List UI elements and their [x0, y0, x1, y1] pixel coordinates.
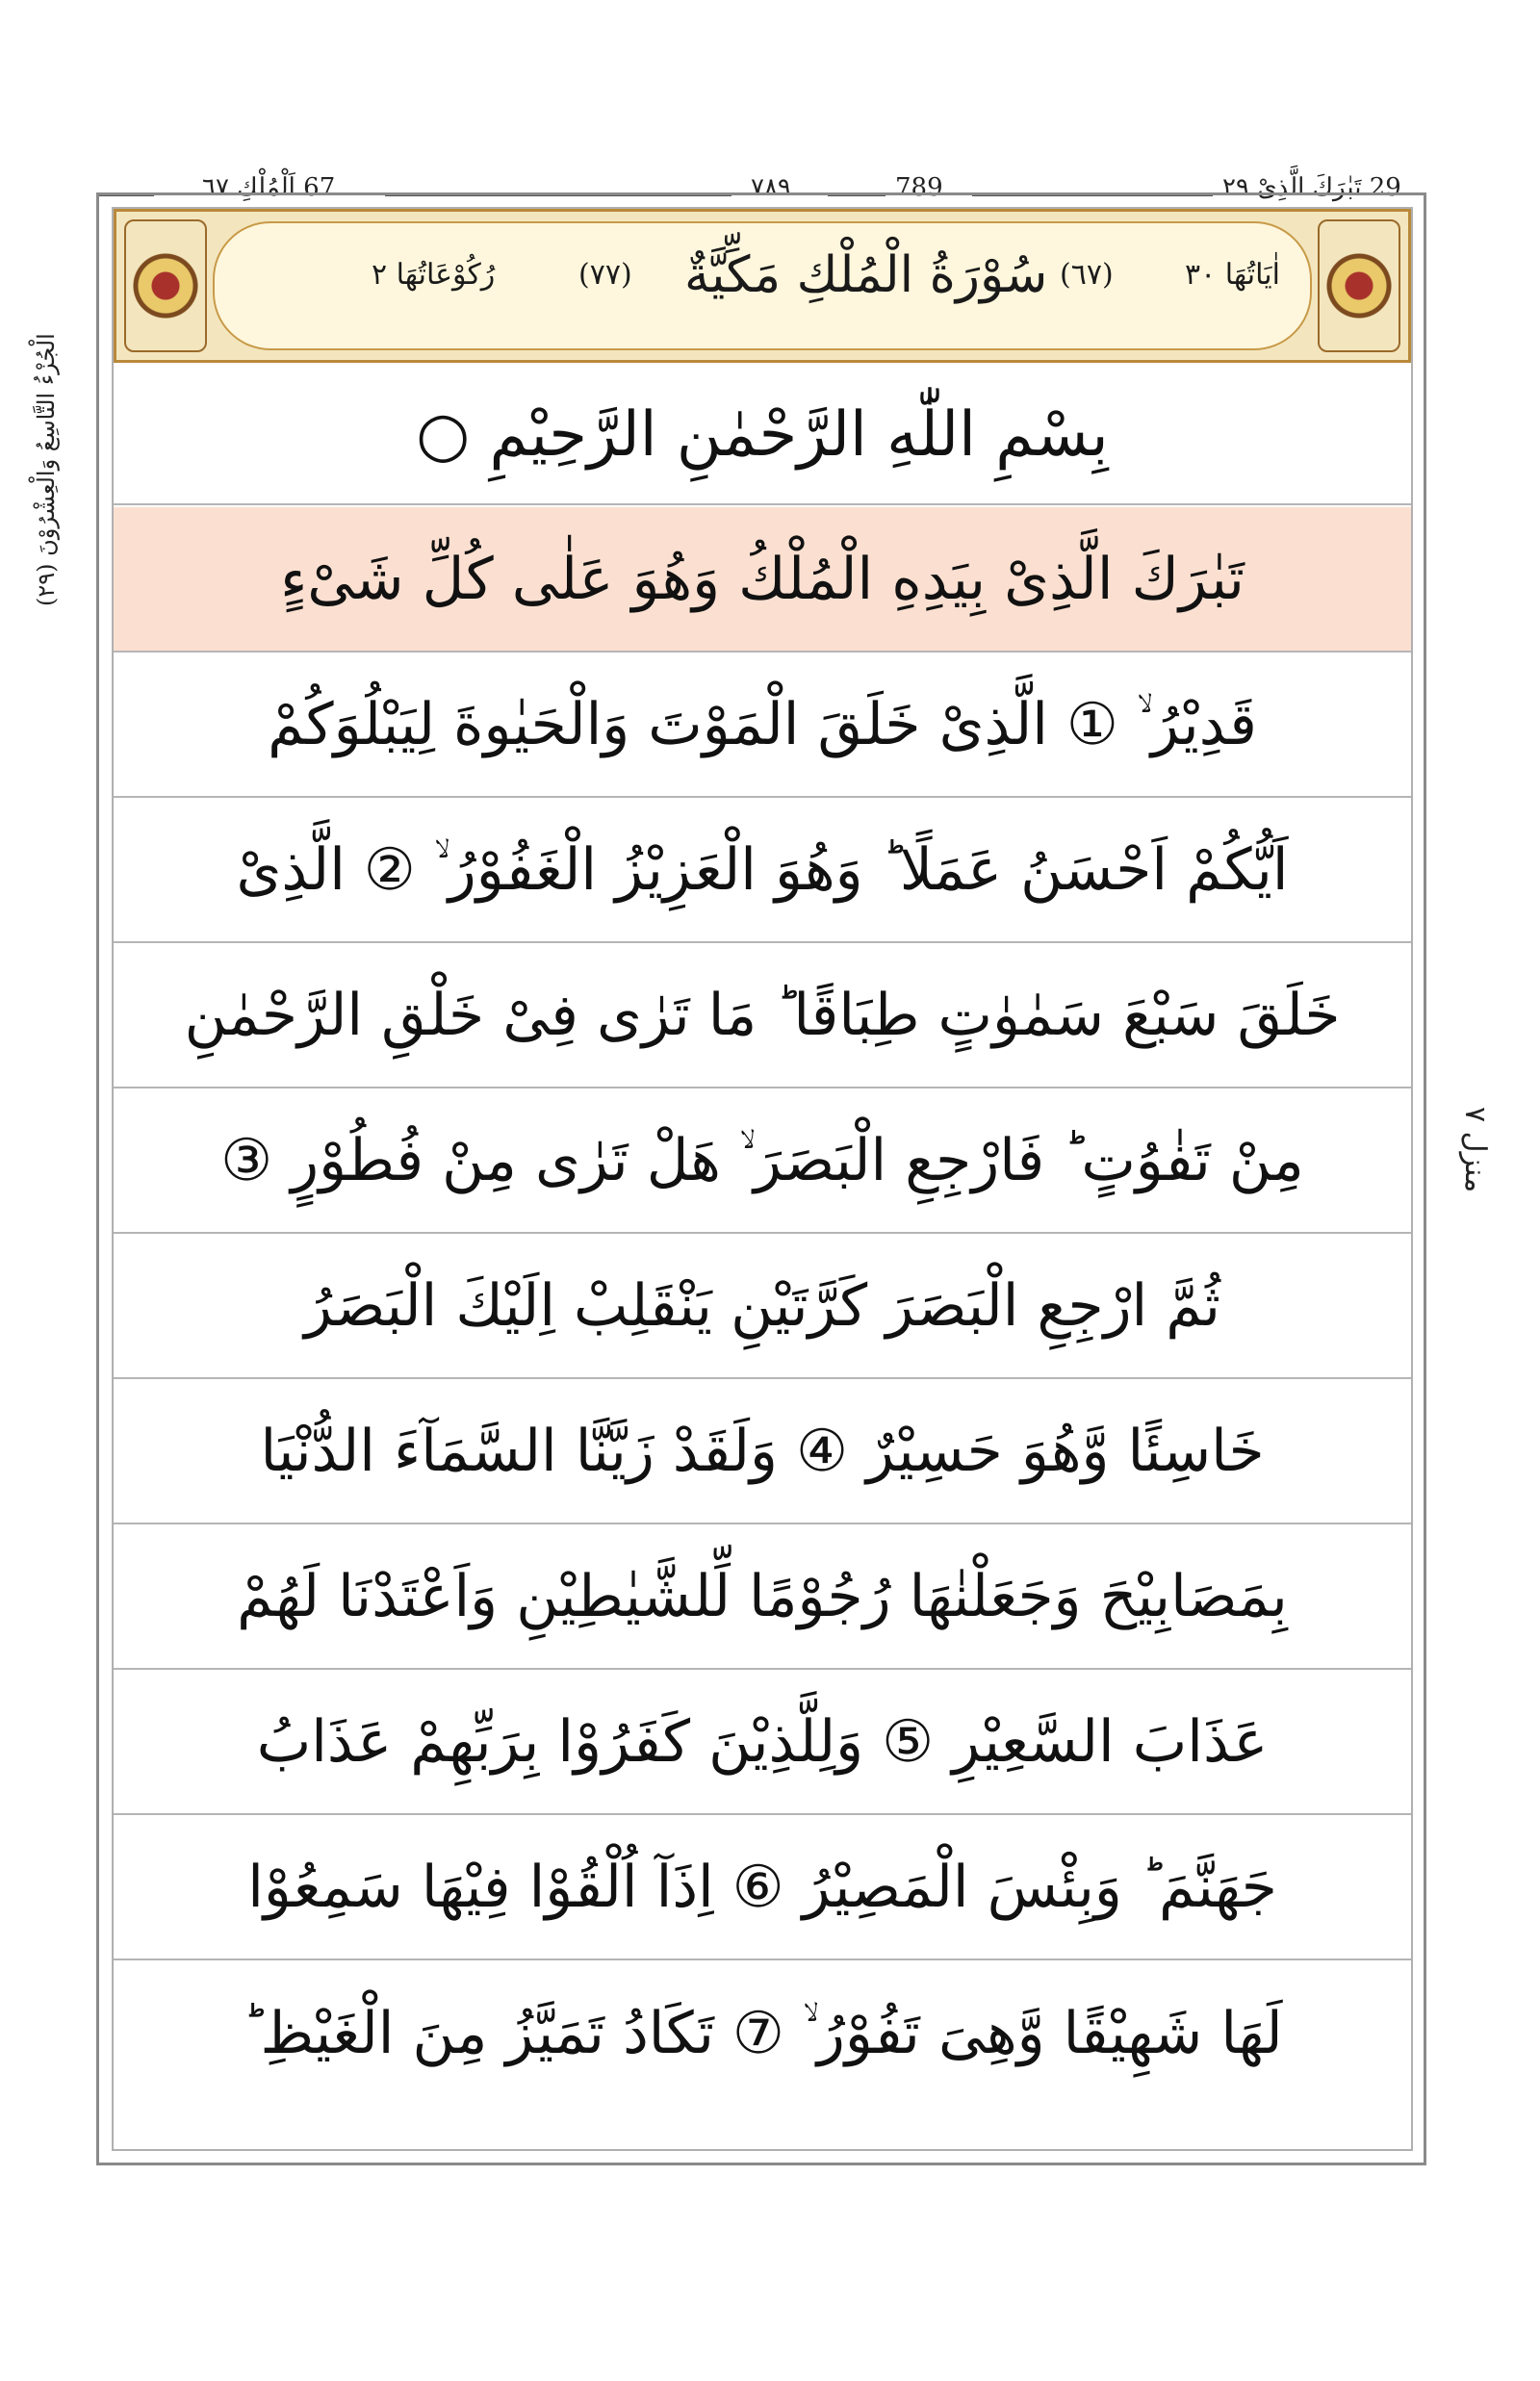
- surah-name: سُوْرَةُ الْمُلْكِ مَكِّيَّةٌ: [684, 246, 1048, 304]
- verse-line-7: خَاسِئًا وَّهُوَ حَسِيْرٌ ④ وَلَقَدْ زَيَّنَّا السَّمَآءَ الدُّنْيَا: [114, 1379, 1411, 1524]
- verse-line-6: ثُمَّ ارْجِعِ الْبَصَرَ كَرَّتَيْنِ يَنْقَلِبْ اِلَيْكَ الْبَصَرُ: [114, 1234, 1411, 1379]
- verse-line-2: قَدِيْرُ ۙ ① الَّذِىْ خَلَقَ الْمَوْتَ وَالْحَيٰوةَ لِيَبْلُوَكُمْ: [114, 653, 1411, 798]
- header-page-number-arabic: ٧٨٩: [751, 173, 791, 202]
- header-page-number: 789: [895, 173, 943, 202]
- verse-line-10: جَهَنَّمَ ؕ وَبِئْسَ الْمَصِيْرُ ⑥ اِذَآ اُلْقُوْا فِيْهَا سَمِعُوْا: [114, 1815, 1411, 1960]
- margin-manzil-label: منزل ٧: [1458, 1107, 1492, 1193]
- revelation-order: (٧٧): [578, 258, 632, 292]
- header-para-label: 29 تَبٰرَكَ الَّذِىْ ٢٩: [1222, 173, 1401, 202]
- verse-line-1: تَبٰرَكَ الَّذِىْ بِيَدِهِ الْمُلْكُ وَهُوَ عَلٰى كُلِّ شَىْءٍ: [114, 507, 1411, 653]
- basmala: بِسْمِ اللّٰهِ الرَّحْمٰنِ الرَّحِيْمِ ○: [114, 366, 1411, 505]
- ayat-count: اٰيَاتُهَا ٣٠: [1185, 258, 1280, 292]
- header-surah-label: 67 اَلْمُلْكِ ٦٧: [202, 173, 336, 202]
- verse-lines: [114, 507, 1411, 2106]
- ornament-left: [124, 219, 207, 352]
- verse-line-5: مِنْ تَفٰوُتٍ ؕ فَارْجِعِ الْبَصَرَ ۙ هَلْ تَرٰى مِنْ فُطُوْرٍ ③: [114, 1088, 1411, 1234]
- surah-number: (٦٧): [1060, 258, 1114, 292]
- verse-line-9: عَذَابَ السَّعِيْرِ ⑤ وَلِلَّذِيْنَ كَفَرُوْا بِرَبِّهِمْ عَذَابُ: [114, 1670, 1411, 1815]
- verse-line-3: اَيُّكُمْ اَحْسَنُ عَمَلًا ؕ وَهُوَ الْعَزِيْزُ الْغَفُوْرُ ۙ ② الَّذِىْ: [114, 798, 1411, 943]
- margin-juz-label: (٢٩) الْجُزْءُ التَّاسِعُ وَالْعِشْرُوْنَ: [33, 333, 60, 606]
- verse-line-8: بِمَصَابِيْحَ وَجَعَلْنٰهَا رُجُوْمًا لِّلشَّيٰطِيْنِ وَاَعْتَدْنَا لَهُمْ: [114, 1524, 1411, 1670]
- surah-title-panel: [114, 209, 1411, 363]
- ruku-count: رُكُوْعَاتُهَا ٢: [372, 258, 496, 292]
- ornament-right: [1318, 219, 1400, 352]
- verse-line-4: خَلَقَ سَبْعَ سَمٰوٰتٍ طِبَاقًا ؕ مَا تَرٰى فِىْ خَلْقِ الرَّحْمٰنِ: [114, 943, 1411, 1088]
- verse-line-11: لَهَا شَهِيْقًا وَّهِىَ تَفُوْرُ ۙ ⑦ تَكَادُ تَمَيَّزُ مِنَ الْغَيْظِ ؕ: [242, 1999, 1283, 2067]
